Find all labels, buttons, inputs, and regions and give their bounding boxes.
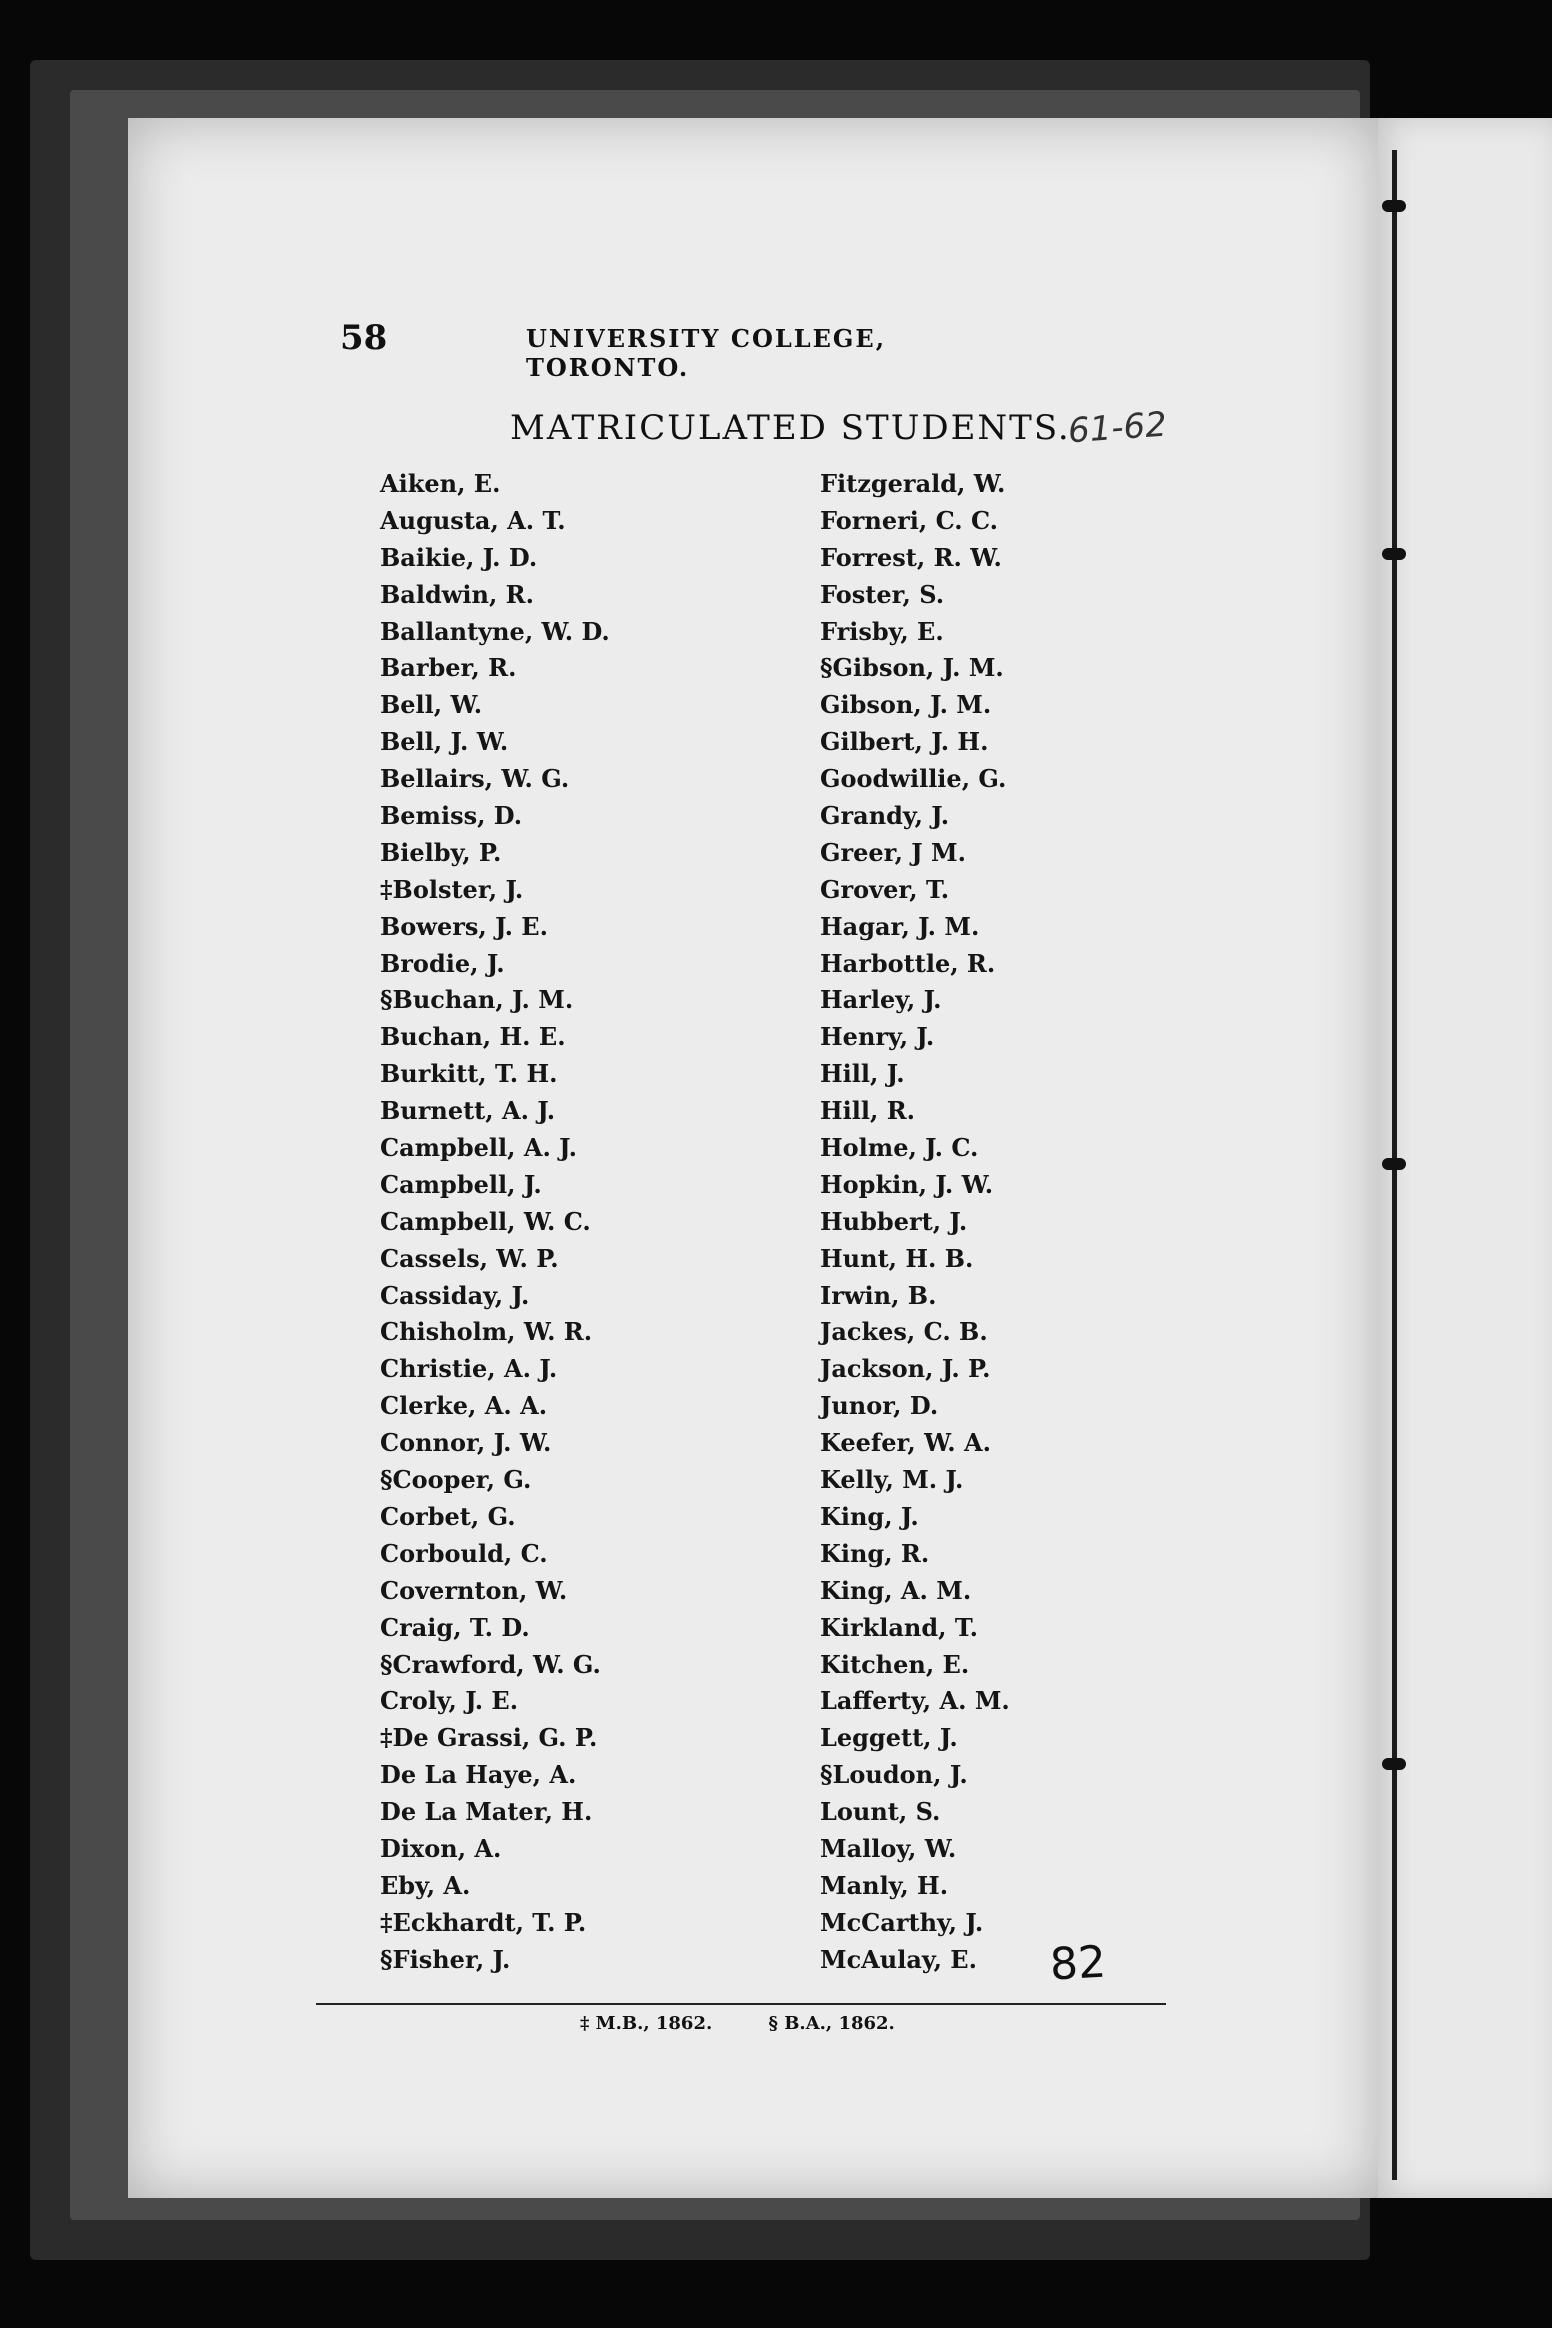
- student-name: Lafferty, A. M.: [820, 1686, 1010, 1716]
- student-name: §Gibson, J. M.: [820, 653, 1004, 683]
- student-name: Fitzgerald, W.: [820, 469, 1006, 498]
- running-head: UNIVERSITY COLLEGE, TORONTO.: [526, 324, 887, 382]
- student-name: Malloy, W.: [820, 1833, 957, 1863]
- student-name: King, A. M.: [820, 1575, 972, 1605]
- student-name: Hill, R.: [820, 1096, 916, 1126]
- student-name: Baikie, J. D.: [380, 542, 538, 572]
- stitch-knot: [1382, 1758, 1406, 1770]
- student-name: King, J.: [820, 1501, 919, 1531]
- student-name: Cassels, W. P.: [380, 1243, 559, 1273]
- student-name: Gibson, J. M.: [820, 690, 992, 720]
- student-name: Jackes, C. B.: [820, 1317, 988, 1347]
- student-name: Henry, J.: [820, 1022, 935, 1052]
- student-name: Bowers, J. E.: [380, 911, 548, 941]
- student-name: Aiken, E.: [380, 469, 501, 498]
- student-name: Manly, H.: [820, 1870, 949, 1900]
- student-name: Keefer, W. A.: [820, 1428, 991, 1458]
- student-name: Dixon, A.: [380, 1833, 502, 1863]
- stitch-knot: [1382, 1158, 1406, 1170]
- stitch-knot: [1382, 548, 1406, 560]
- student-name: Corbet, G.: [380, 1501, 516, 1531]
- student-name: Burnett, A. J.: [380, 1096, 556, 1126]
- student-name: Kelly, M. J.: [820, 1465, 964, 1495]
- student-name: Irwin, B.: [820, 1280, 937, 1310]
- student-name: McCarthy, J.: [820, 1907, 984, 1937]
- student-name: Eby, A.: [380, 1870, 471, 1900]
- student-name: §Buchan, J. M.: [380, 985, 574, 1015]
- page-number: 58: [340, 318, 388, 358]
- student-name: Corbould, C.: [380, 1538, 548, 1568]
- student-name: §Cooper, G.: [380, 1465, 532, 1495]
- footnote-rule: [316, 2003, 1166, 2005]
- student-name: Brodie, J.: [380, 948, 505, 978]
- student-name: Forneri, C. C.: [820, 505, 998, 535]
- student-name: ‡Eckhardt, T. P.: [380, 1907, 587, 1937]
- student-name: Ballantyne, W. D.: [380, 616, 610, 646]
- student-name: Craig, T. D.: [380, 1612, 530, 1642]
- student-name: Greer, J M.: [820, 837, 966, 867]
- student-name: Croly, J. E.: [380, 1686, 519, 1716]
- student-name: Hagar, J. M.: [820, 911, 980, 941]
- student-name: Barber, R.: [380, 653, 517, 683]
- handwritten-annotation-count: 82: [1048, 1936, 1108, 1991]
- student-name: §Crawford, W. G.: [380, 1649, 601, 1679]
- student-name: Forrest, R. W.: [820, 542, 1002, 572]
- student-list-right: [820, 466, 1240, 1979]
- student-name: Kitchen, E.: [820, 1649, 970, 1679]
- student-name: Campbell, J.: [380, 1169, 542, 1199]
- footnotes: [580, 2013, 945, 2034]
- student-name: §Fisher, J.: [380, 1944, 511, 1974]
- footnote-mb: ‡ M.B., 1862.: [580, 2013, 713, 2034]
- student-name: Campbell, A. J.: [380, 1133, 578, 1163]
- student-name: King, R.: [820, 1538, 930, 1568]
- student-name: Bielby, P.: [380, 837, 502, 867]
- student-name: Grover, T.: [820, 874, 950, 904]
- student-name: Holme, J. C.: [820, 1133, 979, 1163]
- student-name: Bellairs, W. G.: [380, 764, 570, 794]
- student-name: Baldwin, R.: [380, 579, 534, 609]
- handwritten-annotation-year: 61-62: [1066, 404, 1169, 452]
- student-name: Harley, J.: [820, 985, 942, 1015]
- student-name: Campbell, W. C.: [380, 1206, 591, 1236]
- student-name: Junor, D.: [820, 1391, 939, 1421]
- binding-strip: [1378, 118, 1552, 2198]
- student-name: Foster, S.: [820, 579, 945, 609]
- student-name: Clerke, A. A.: [380, 1391, 548, 1421]
- page-title: MATRICULATED STUDENTS.: [510, 408, 1071, 448]
- student-name: Jackson, J. P.: [820, 1354, 991, 1384]
- student-name: Bemiss, D.: [380, 801, 523, 831]
- student-name: ‡Bolster, J.: [380, 874, 524, 904]
- student-name: Covernton, W.: [380, 1575, 568, 1605]
- stitch-knot: [1382, 200, 1406, 212]
- student-name: Harbottle, R.: [820, 948, 996, 978]
- student-name: Lount, S.: [820, 1797, 941, 1827]
- student-name: Hunt, H. B.: [820, 1243, 974, 1273]
- student-name: McAulay, E.: [820, 1944, 977, 1974]
- student-name: Leggett, J.: [820, 1723, 958, 1753]
- student-name: Kirkland, T.: [820, 1612, 978, 1642]
- student-name: Goodwillie, G.: [820, 764, 1007, 794]
- student-name: §Loudon, J.: [820, 1760, 968, 1790]
- student-name: Buchan, H. E.: [380, 1022, 566, 1052]
- student-name: Connor, J. W.: [380, 1428, 552, 1458]
- student-name: Burkitt, T. H.: [380, 1059, 558, 1089]
- student-name: Gilbert, J. H.: [820, 727, 989, 757]
- footnote-ba: § B.A., 1862.: [768, 2013, 895, 2034]
- student-name: Bell, J. W.: [380, 727, 509, 757]
- page-header: [340, 318, 1040, 382]
- student-name: Grandy, J.: [820, 801, 950, 831]
- student-name: Christie, A. J.: [380, 1354, 558, 1384]
- student-name: Hopkin, J. W.: [820, 1169, 994, 1199]
- student-name: Cassiday, J.: [380, 1280, 530, 1310]
- student-name: Chisholm, W. R.: [380, 1317, 593, 1347]
- student-list-left: [380, 466, 800, 1979]
- student-name: Bell, W.: [380, 690, 483, 720]
- student-name: ‡De Grassi, G. P.: [380, 1723, 598, 1753]
- student-name: De La Mater, H.: [380, 1797, 593, 1827]
- student-name: Augusta, A. T.: [380, 505, 566, 535]
- student-name: Hill, J.: [820, 1059, 905, 1089]
- student-name: De La Haye, A.: [380, 1760, 577, 1790]
- student-name: Frisby, E.: [820, 616, 944, 646]
- student-name: Hubbert, J.: [820, 1206, 968, 1236]
